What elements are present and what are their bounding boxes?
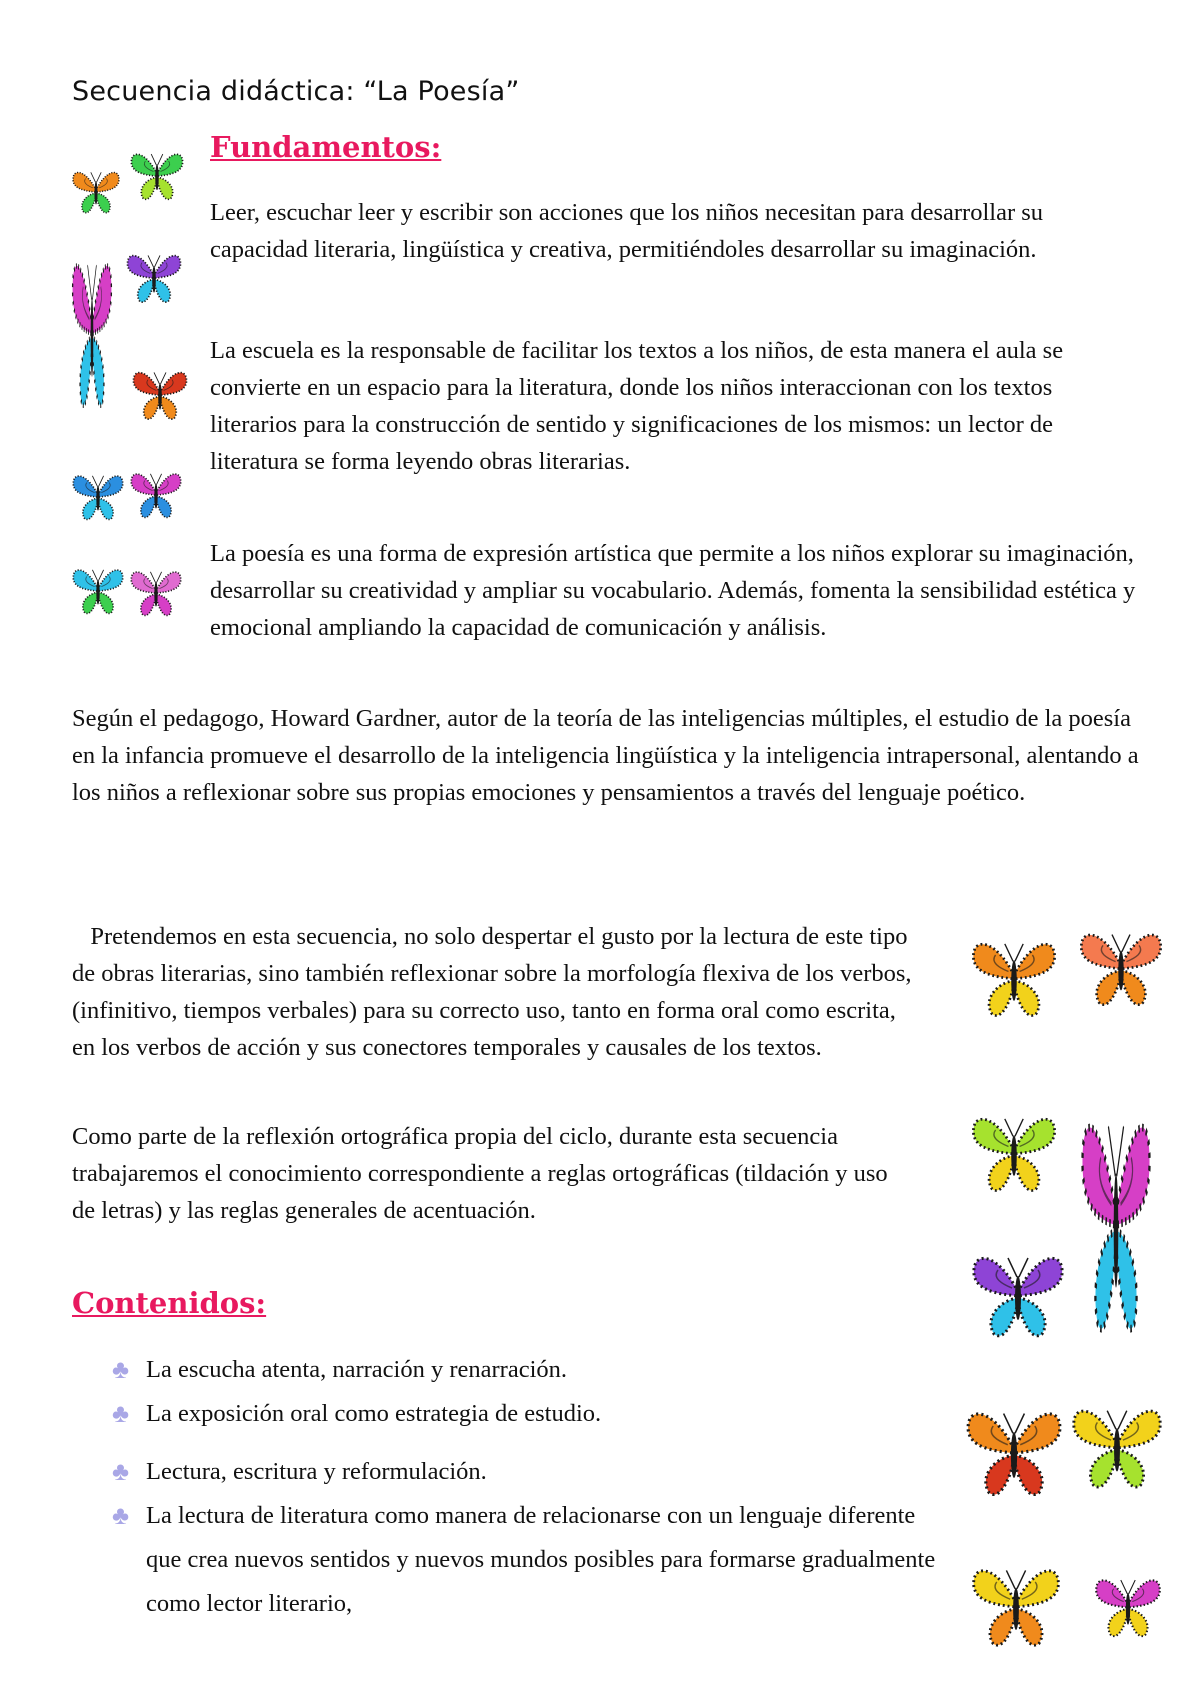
list-item <box>112 1450 952 1494</box>
fundamentos-heading: Fundamentos: <box>210 130 442 164</box>
butterfly-icon <box>968 918 1060 1036</box>
butterfly-icon <box>1076 912 1166 1022</box>
list-item <box>112 1392 952 1436</box>
butterfly-icon <box>70 456 126 536</box>
contenidos-item-text: La lectura de literatura como manera de relacionarse con un lenguaje diferente que crea nuevos sentidos y nuevos mundos posibles para formarse gradualmente como lector literario, <box>146 1502 936 1617</box>
butterfly-icon <box>70 550 126 630</box>
list-item <box>112 1494 952 1626</box>
club-bullet-icon: ♣ <box>112 1399 130 1428</box>
butterfly-icon <box>70 146 122 236</box>
club-bullet-icon: ♣ <box>112 1355 130 1384</box>
contenidos-item-text: La escucha atenta, narración y renarración. <box>146 1356 568 1383</box>
butterfly-icon <box>1078 1090 1154 1350</box>
butterfly-icon <box>128 138 186 212</box>
butterfly-icon <box>130 356 190 432</box>
butterfly-icon <box>968 1236 1068 1352</box>
butterfly-icon <box>128 454 184 534</box>
fundamentos-paragraph-3: La poesía es una forma de expresión artística que permite a los niños explorar su imaginación, desarrollar su creatividad y ampliar su vocabulario. Además, fomenta la sensibilidad estética y emocional ampliando la capacidad de comunicación y análisis. <box>210 540 1136 641</box>
list-item <box>112 1348 952 1392</box>
butterfly-icon <box>968 1546 1064 1664</box>
document-title: Secuencia didáctica: “La Poesía” <box>72 76 520 107</box>
contenidos-item-text: La exposición oral como estrategia de estudio. <box>146 1400 602 1427</box>
fundamentos-paragraph-2: La escuela es la responsable de facilitar los textos a los niños, de esta manera el aula se convierte en un espacio para la literatura, donde los niños interaccionan con los textos literarios para la construcción de sentido y significaciones de los mismos: un lector de literatura se forma leyendo obras literarias. <box>210 337 1064 475</box>
fundamentos-paragraph-1: Leer, escuchar leer y escribir son acciones que los niños necesitan para desarrollar su capacidad literaria, lingüística y creativa, permitiéndoles desarrollar su imaginación. <box>210 199 1044 263</box>
butterfly-icon <box>962 1392 1066 1510</box>
butterfly-icon <box>128 550 184 634</box>
contenidos-list <box>112 1348 952 1626</box>
contenidos-item-text: Lectura, escritura y reformulación. <box>146 1458 487 1485</box>
butterfly-icon <box>124 238 184 316</box>
club-bullet-icon: ♣ <box>112 1501 130 1530</box>
butterfly-icon <box>1092 1546 1164 1666</box>
fundamentos-paragraph-5: Pretendemos en esta secuencia, no solo despertar el gusto por la lectura de este tipo de obras literarias, sino también reflexionar sobre la morfología flexiva de los verbos, (infinitivo, tiempos verbales) para su correcto uso, tanto en forma oral como escrita, en los verbos de acción y sus conectores temporales y causales de los textos. <box>72 923 918 1061</box>
contenidos-heading: Contenidos: <box>72 1286 267 1320</box>
club-bullet-icon: ♣ <box>112 1457 130 1486</box>
fundamentos-paragraph-6: Como parte de la reflexión ortográfica propia del ciclo, durante esta secuencia trabajaremos el conocimiento correspondiente a reglas ortográficas (tildación y uso de letras) y las reglas generales de acentuación. <box>72 1123 888 1224</box>
fundamentos-paragraph-4: Según el pedagogo, Howard Gardner, autor de la teoría de las inteligencias múltiples, el estudio de la poesía en la infancia promueve el desarrollo de la inteligencia lingüística y la inteligencia intrapersonal, alentando a los niños a reflexionar sobre sus propias emociones y pensamientos a través del lenguaje poético. <box>72 705 1139 806</box>
butterfly-icon <box>1068 1384 1166 1508</box>
butterfly-icon <box>968 1094 1060 1210</box>
butterfly-icon <box>70 240 114 420</box>
